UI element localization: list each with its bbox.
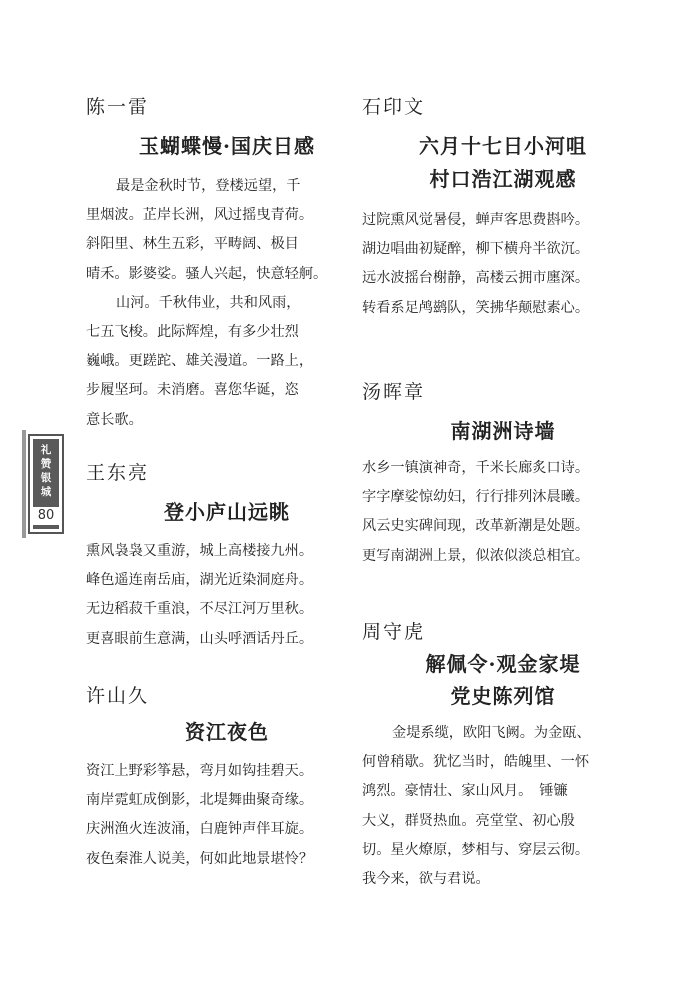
poem-title-line: 解佩令·观金家堤 [425,652,581,676]
poem-line: 无边稻菽千重浪，不尽江河万里秋。 [86,601,314,618]
poem-author: 石印文 [362,96,426,118]
poem-body [362,719,644,894]
page-number: 80 [33,507,59,525]
poem-line: 大义，群贤热血。亮堂堂、初心殷 [362,812,575,829]
poem-line: 转看系足鸬鹚队，笑拂华颠慰素心。 [362,299,590,316]
poem-line: 峰色遥连南岳庙，湖光近染洞庭舟。 [86,572,314,589]
poem-line: 山河。千秋伟业，共和风雨， [116,294,301,311]
side-char: 赞 [40,458,52,470]
poem-line: 字字摩娑惊幼妇，行行排列沐晨曦。 [362,489,590,506]
poem-line: 远水波摇台榭静，高楼云拥市廛深。 [362,270,590,287]
poem-body [362,206,644,323]
poem-line: 夜色秦淮人说美，何如此地景堪怜？ [86,850,314,867]
poem-line: 步履坚珂。未消磨。喜您华诞，恣 [86,382,299,399]
poem-body [86,757,368,874]
poem-line: 切。星火燎原，梦相与、穿层云彻。 [362,841,590,858]
poem-line: 湖边唱曲初疑醉，柳下横舟半欲沉。 [362,241,590,258]
side-tab-shadow [22,430,26,538]
poem-title-line: 村口浩江湖观感 [429,167,577,191]
poem-title-line: 党史陈列馆 [450,684,556,708]
side-char: 城 [40,486,52,498]
poem-line: 金堤系缆，欧阳飞阙。为金瓯、 [392,725,591,741]
side-tab-inner [33,439,59,529]
poem-author: 汤晖章 [362,381,426,403]
poem-line: 斜阳里、林生五彩，平畴阔、极目 [86,236,299,253]
poem-line: 巍峨。更蹉跎、雄关漫道。一路上， [86,353,314,370]
poem-title: 玉蝴蝶慢·国庆日感 [139,134,315,158]
poem-author: 周守虎 [362,621,426,643]
poem-line: 更喜眼前生意满，山头呼酒话丹丘。 [86,630,314,647]
poem-author: 王东亮 [86,462,150,484]
poem-body [86,537,368,654]
poem-line: 鸿烈。豪情壮、家山风月。 锤镰 [362,783,568,800]
poem-line: 庆洲渔火连波涌，白鹿钟声伴耳旋。 [86,821,314,838]
side-tab [28,434,64,534]
poem-line: 意长歌。 [86,411,143,428]
poem-line: 七五飞梭。此际辉煌，有多少壮烈 [86,324,299,341]
side-char: 礼 [40,444,52,456]
poem-line: 南岸霓虹成倒影，北堤舞曲聚奇缘。 [86,792,314,809]
poem-author: 陈一雷 [86,96,150,118]
side-char: 银 [40,472,52,484]
poem-title: 登小庐山远眺 [164,500,290,524]
poem-body [86,172,368,435]
poem-line: 我今来，欲与君说。 [362,871,490,888]
poem-line: 风云史实碑间现，改革新潮是处题。 [362,518,590,535]
side-tab-title [33,443,59,499]
poem-title: 资江夜色 [185,720,269,744]
poem-title-line: 南湖洲诗墙 [450,419,556,443]
poem-line: 晴禾。影婆娑。骚人兴起，快意轻舸。 [86,265,328,282]
poem-line: 更写南湖洲上景，似浓似淡总相宜。 [362,547,590,564]
poem-body [362,454,644,571]
poem-line: 何曾稍歇。犹忆当时，皓魄里、一怀 [362,754,590,771]
poem-line: 里烟波。芷岸长洲，风过摇曳青荷。 [86,207,314,224]
poem-line: 过院熏风觉暑侵，蝉声客思费斟吟。 [362,212,590,228]
poem-author: 许山久 [86,685,150,707]
poem-title-line: 六月十七日小河咀 [419,134,587,158]
poem-line: 最是金秋时节，登楼远望，千 [116,178,301,194]
poem-line: 资江上野彩筝悬，弯月如钩挂碧天。 [86,763,314,779]
poem-line: 水乡一镇演神奇，千米长廊炙口诗。 [362,460,590,476]
poem-line: 熏风袅袅又重游，城上高楼接九州。 [86,543,314,559]
